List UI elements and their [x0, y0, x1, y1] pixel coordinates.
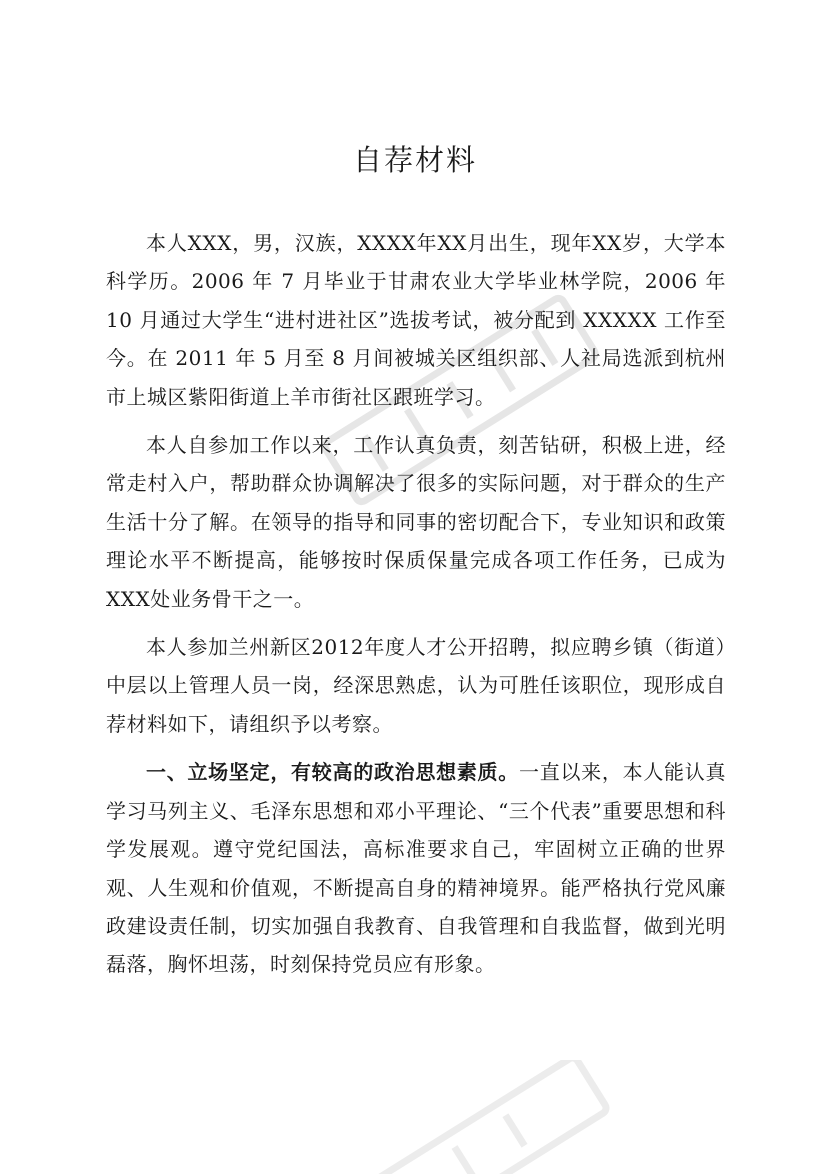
paragraph-political-quality — [106, 753, 726, 983]
page-title: 自荐材料 — [352, 143, 477, 177]
section-heading-1: 一、立场坚定，有较高的政治思想素质。 — [146, 760, 519, 785]
document-body — [106, 224, 726, 984]
paragraph-personal-info: 本人XXX，男，汉族，XXXX年XX月出生，现年XX岁，大学本科学历。2006 年 7 月毕业于甘肃农业大学毕业林学院，2006 年 10 月通过大学生“进村进社区”选拔考试，被分配到 XXXXX 工作至今。在 2011 年 5 月至 8 月间被城关区组织部、人社局选派到杭州市上城区紫阳街道上羊市街社区跟班学习。 — [106, 231, 726, 409]
section-1-text: 一直以来，本人能认真学习马列主义、毛泽东思想和邓小平理论、“三个代表”重要思想和科学发展观。遵守党纪国法，高标准要求自己，牢固树立正确的世界观、人生观和价值观，不断提高自身的精神境界。能严格执行党风廉政建设责任制，切实加强自我教育、自我管理和自我监督，做到光明磊落，胸怀坦荡，时刻保持党员应有形象。 — [106, 760, 726, 977]
paragraph-work-experience: 本人自参加工作以来，工作认真负责，刻苦钻研，积极上进，经常走村入户，帮助群众协调解决了很多的实际问题，对于群众的生产生活十分了解。在领导的指导和同事的密切配合下，专业知识和政策理论水平不断提高，能够按时保质保量完成各项工作任务，已成为XXX处业务骨干之一。 — [106, 433, 726, 611]
paragraph-application: 本人参加兰州新区2012年度人才公开招聘，拟应聘乡镇（街道）中层以上管理人员一岗，经深思熟虑，认为可胜任该职位，现形成自荐材料如下，请组织予以考察。 — [106, 635, 726, 736]
watermark-stamp-icon — [330, 1060, 630, 1174]
